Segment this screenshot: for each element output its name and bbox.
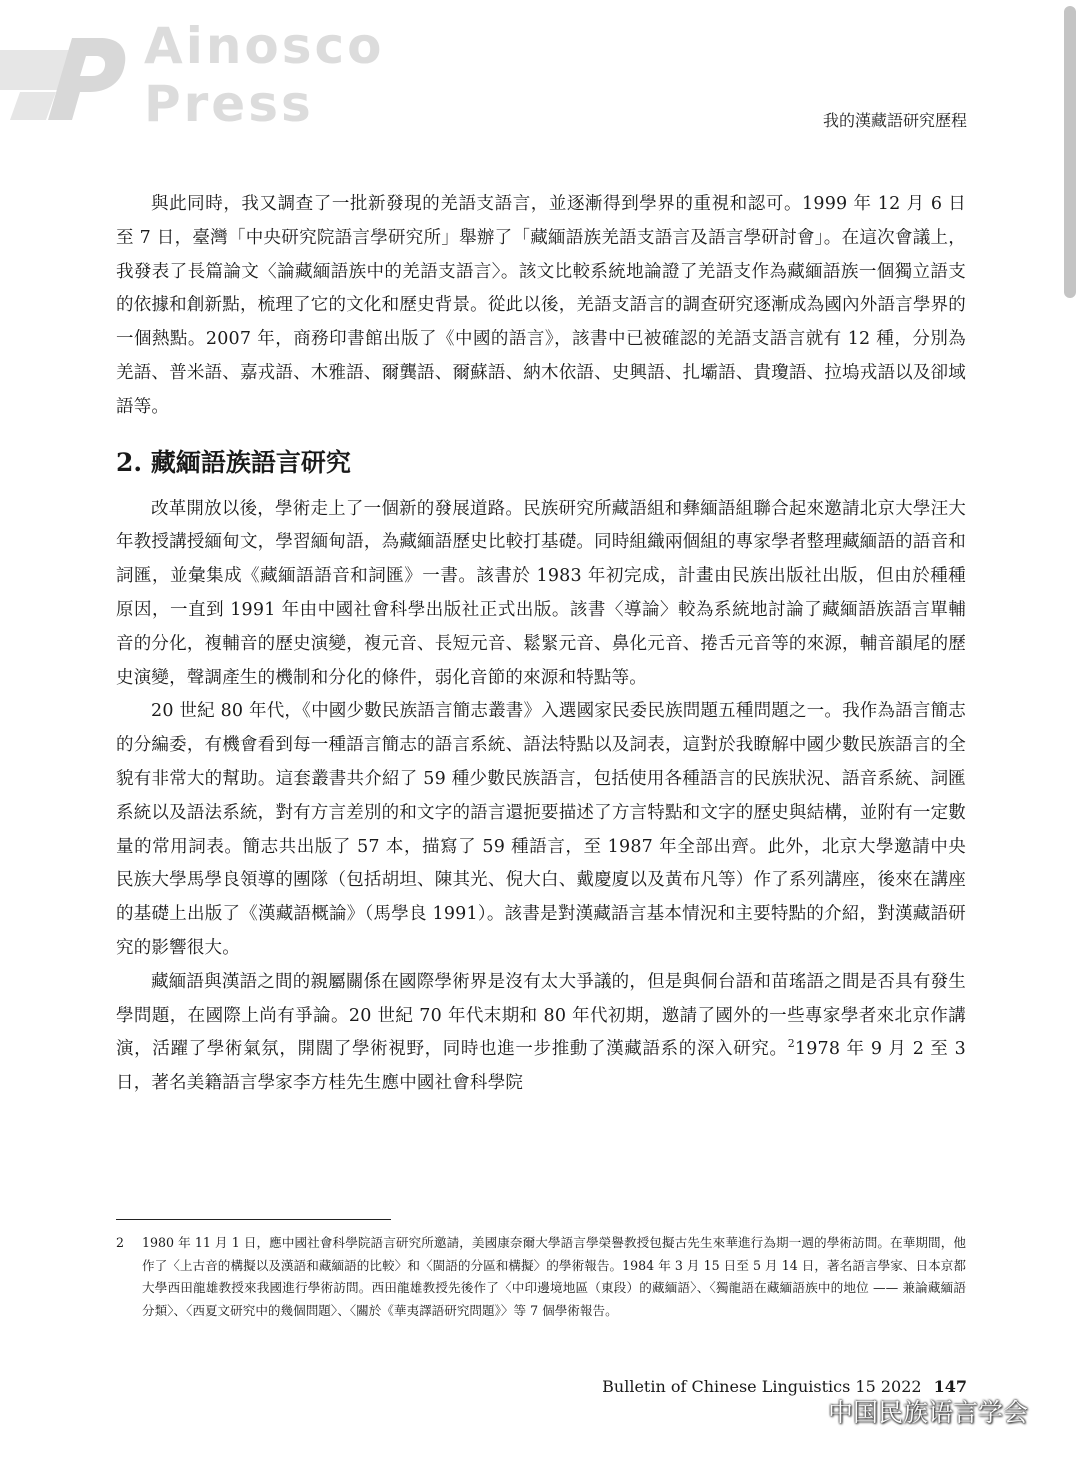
running-head: 我的漢藏語研究歷程	[822, 111, 967, 130]
wechat-icon	[792, 1398, 822, 1424]
section-title: 藏緬語族語言研究	[150, 447, 351, 477]
page-number: 147	[933, 1377, 967, 1396]
footnote-text: 1980 年 11 月 1 日，應中國社會科學院語言研究所邀請，美國康奈爾大學語言學榮譽教授包擬古先生來華進行為期一週的學術訪問。在華期間，他作了〈上古音的構擬以及漢語和藏緬語的比較〉和〈閩語的分區和構擬〉的學術報告。1984 年 3 月 15 日至 5 月 14 日，著名語言學家、日本京都大學西田龍雄教授來我國進行學術訪問。西田龍雄教授先後作了〈中印邊境地區（東段）的藏緬語〉、〈獨龍語在藏緬語族中的地位 —— 兼論藏緬語分類〉、〈西夏文研究中的幾個問題〉、〈關於《華夷譯語研究問題》〉等 7 個學術報告。	[142, 1235, 966, 1318]
paragraph: 20 世紀 80 年代，《中國少數民族語言簡志叢書》入選國家民委民族問題五種問題之一。我作為語言簡志的分編委，有機會看到每一種語言簡志的語言系統、語法特點以及詞表，這對於我瞭解中國少數民族語言的全貌有非常大的幫助。這套叢書共介紹了 59 種少數民族語言，包括使用各種語言的民族狀況、語音系統、詞匯系統以及語法系統，對有方言差別的和文字的語言還扼要描述了方言特點和文字的歷史與結構，並附有一定數量的常用詞表。簡志共出版了 57 本，描寫了 59 種語言，至 1987 年全部出齊。此外，北京大學邀請中央民族大學馬學良領導的團隊（包括胡坦、陳其光、倪大白、戴慶廈以及黃布凡等）作了系列講座，後來在講座的基礎上出版了《漢藏語概論》（馬學良 1991）。該書是對漢藏語言基本情況和主要特點的介紹，對漢藏語研究的影響很大。	[116, 701, 966, 958]
section-heading	[116, 445, 966, 481]
publisher-watermark	[0, 17, 560, 133]
publisher-name: Ainosco Press	[144, 17, 385, 133]
wechat-account-name: 中国民族语言学会	[828, 1398, 1029, 1427]
journal-citation: Bulletin of Chinese Linguistics 15 2022	[602, 1377, 922, 1396]
wechat-badge	[792, 1393, 1028, 1429]
article-body	[116, 188, 966, 1101]
paragraph	[116, 966, 966, 1101]
paragraph-text: 藏緬語與漢語之間的親屬關係在國際學術界是沒有太大爭議的，但是與侗台語和苗瑤語之間是否具有發生學問題，在國際上尚有爭論。20 世紀 70 年代末期和 80 年代初期，邀請了國外的一些專家學者來北京作講演，活躍了學術氣氛，開闊了學術視野，同時也進一步推動了漢藏語系的深入研究。	[116, 971, 966, 1060]
footnote-number: 2	[116, 1235, 125, 1250]
footnote	[116, 1232, 966, 1322]
scrollbar[interactable]	[1064, 6, 1076, 298]
ainosco-logo-icon	[0, 30, 130, 120]
paragraph: 改革開放以後，學術走上了一個新的發展道路。民族研究所藏語組和彝緬語組聯合起來邀請北京大學汪大年教授講授緬甸文，學習緬甸語，為藏緬語歷史比較打基礎。同時組織兩個組的專家學者整理藏緬語的語音和詞匯，並彙集成《藏緬語語音和詞匯》一書。該書於 1983 年初完成，計畫由民族出版社出版，但由於種種原因，一直到 1991 年由中國社會科學出版社正式出版。該書〈導論〉較為系統地討論了藏緬語族語言單輔音的分化，複輔音的歷史演變，複元音、長短元音、鬆緊元音、鼻化元音、捲舌元音等的來源，輔音韻尾的歷史演變，聲調產生的機制和分化的條件，弱化音節的來源和特點等。	[116, 498, 966, 688]
footnote-ref[interactable]: 2	[787, 1037, 795, 1051]
footnote-divider	[116, 1219, 391, 1220]
paragraph: 與此同時，我又調查了一批新發現的羌語支語言，並逐漸得到學界的重視和認可。1999 年 12 月 6 日至 7 日，臺灣「中央研究院語言學研究所」舉辦了「藏緬語族羌語支語言及語言學研討會」。在這次會議上，我發表了長篇論文〈論藏緬語族中的羌語支語言〉。該文比較系統地論證了羌語支作為藏緬語族一個獨立語支的依據和創新點，梳理了它的文化和歷史背景。從此以後，羌語支語言的調查研究逐漸成為國內外語言學界的一個熱點。2007 年，商務印書館出版了《中國的語言》，該書中已被確認的羌語支語言就有 12 種，分別為羌語、普米語、嘉戎語、木雅語、爾龔語、爾蘇語、納木依語、史興語、扎壩語、貴瓊語、拉塢戎語以及卻域語等。	[116, 194, 966, 417]
section-number: 2.	[116, 447, 143, 477]
paragraph-text: 1978 年 9 月 2 至 3 日，著名美籍語言學家李方桂先生應中國社會科學院	[116, 1039, 966, 1094]
